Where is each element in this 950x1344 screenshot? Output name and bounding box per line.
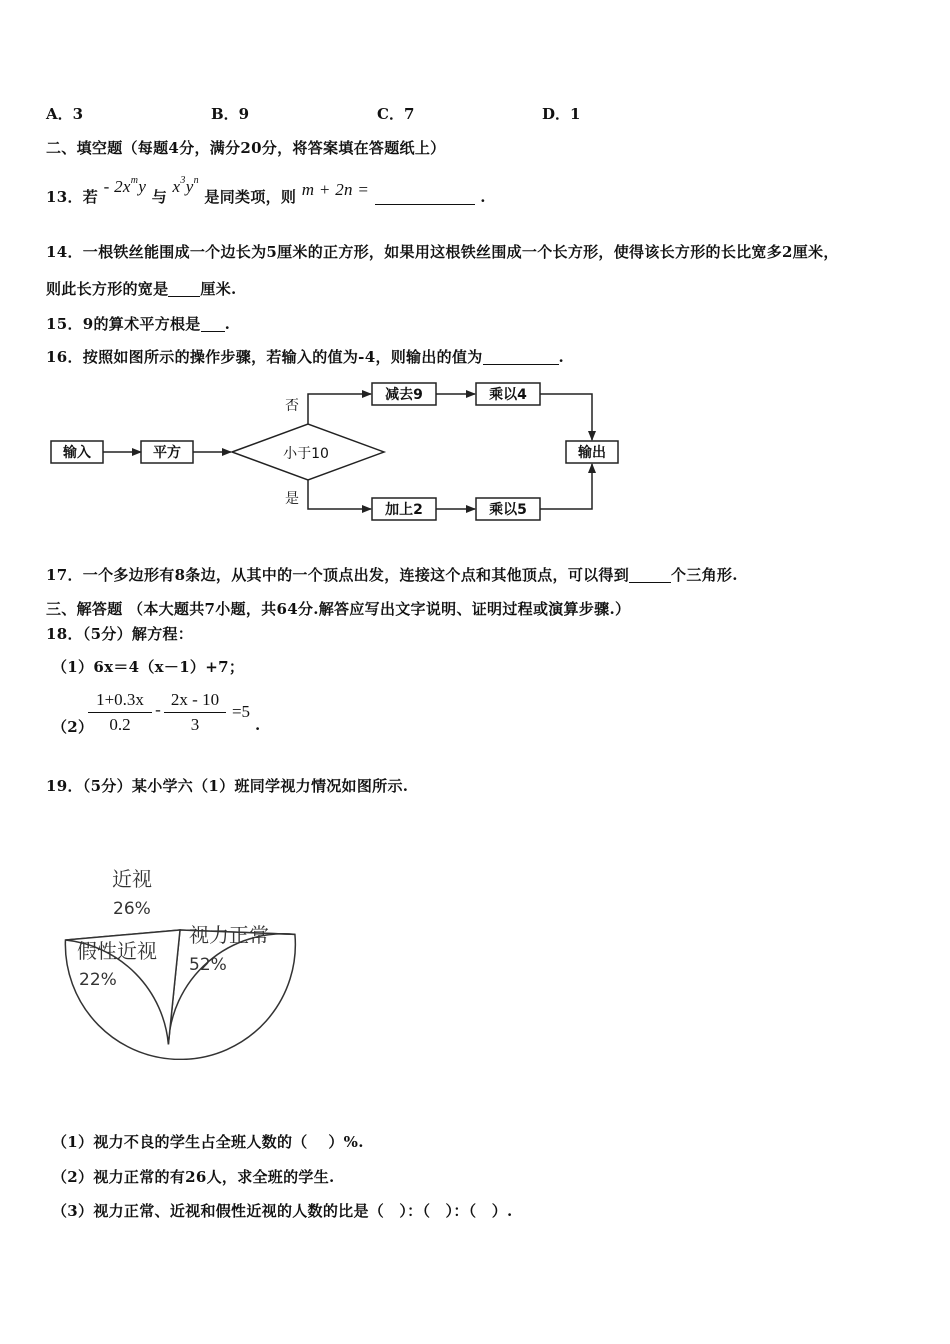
option-a: A．3 bbox=[46, 105, 84, 123]
flow-output-label: 输出 bbox=[578, 445, 606, 461]
option-d: D．1 bbox=[542, 105, 581, 123]
q18-minus: - bbox=[155, 700, 161, 719]
pie-label-myopia: 近视 bbox=[112, 867, 152, 891]
question-19-sub3: （3）视力正常、近视和假性近视的人数的比是（ ）：（ ）：（ ）. bbox=[52, 1202, 513, 1220]
q13-end: . bbox=[480, 188, 486, 206]
question-17: 17．一个多边形有8条边，从其中的一个顶点出发，连接这个点和其他顶点，可以得到 个三角形. bbox=[46, 566, 738, 584]
pie-value-normal: 52% bbox=[189, 955, 227, 975]
q13-term2: $x^3y^n$ bbox=[172, 175, 199, 196]
question-19-title: 19．（5分）某小学六（1）班同学视力情况如图所示. bbox=[46, 777, 409, 795]
question-14-line2: 则此长方形的宽是 厘米. bbox=[46, 280, 237, 298]
flow-times4-label: 乘以4 bbox=[489, 387, 527, 403]
q13-answer-blank[interactable] bbox=[375, 189, 475, 205]
q13-text: 是同类项，则 bbox=[204, 188, 297, 206]
flow-no-label: 否 bbox=[285, 398, 299, 414]
flow-square-label: 平方 bbox=[153, 445, 181, 461]
question-14-line1: 14．一根铁丝能围成一个边长为5厘米的正方形，如果用这根铁丝围成一个长方形，使得该长方形的长比宽多2厘米， bbox=[46, 243, 839, 261]
option-c: C．7 bbox=[377, 105, 415, 123]
q18-end: . bbox=[255, 716, 261, 734]
flow-yes-label: 是 bbox=[285, 491, 299, 507]
pie-label-pseudo: 假性近视 bbox=[77, 939, 157, 963]
q18-rhs: =5 bbox=[231, 702, 251, 721]
question-16: 16．按照如图所示的操作步骤，若输入的值为-4，则输出的值为 . bbox=[46, 348, 565, 366]
question-18-part1: （1）6x＝4（x－1）+7； bbox=[52, 658, 245, 676]
flowchart bbox=[0, 370, 950, 530]
question-18-part2-label: （2） bbox=[52, 718, 94, 736]
option-b: B．9 bbox=[211, 105, 250, 123]
q13-number: 13．若 bbox=[46, 188, 99, 206]
q16-answer-blank[interactable] bbox=[483, 349, 559, 365]
pie-value-myopia: 26% bbox=[113, 899, 151, 919]
q18-fraction-1: $\frac{1+0.3x}{0.2}$ bbox=[88, 690, 152, 735]
q15-answer-blank[interactable] bbox=[201, 316, 225, 332]
q14-answer-blank[interactable] bbox=[168, 281, 200, 297]
section-2-heading: 二、填空题（每题4分，满分20分，将答案填在答题纸上） bbox=[46, 139, 446, 157]
question-15: 15．9的算术平方根是 . bbox=[46, 315, 231, 333]
pie-chart bbox=[0, 800, 320, 1060]
section-3-heading: 三、解答题 （本大题共7小题，共64分.解答应写出文字说明、证明过程或演算步骤.） bbox=[46, 600, 631, 618]
flow-condition-label: 小于10 bbox=[283, 446, 329, 462]
q13-connector: 与 bbox=[151, 188, 168, 206]
pie-value-pseudo: 22% bbox=[79, 970, 117, 990]
question-19-sub2: （2）视力正常的有26人，求全班的学生. bbox=[52, 1168, 335, 1186]
q13-expression: m + 2n = bbox=[301, 180, 370, 199]
question-18-title: 18．（5分）解方程： bbox=[46, 625, 194, 643]
pie-label-normal: 视力正常 bbox=[189, 923, 269, 947]
flow-times5-label: 乘以5 bbox=[489, 502, 527, 518]
q13-term1: - $2x^my$ bbox=[103, 175, 147, 196]
flow-minus9-label: 减去9 bbox=[385, 387, 423, 403]
flow-input-label: 输入 bbox=[63, 445, 91, 461]
q17-answer-blank[interactable] bbox=[629, 567, 671, 583]
question-19-sub1: （1）视力不良的学生占全班人数的（ ）%. bbox=[52, 1133, 364, 1151]
q18-fraction-2: $\frac{2x - 10}{3}$ bbox=[164, 690, 226, 735]
flow-plus2-label: 加上2 bbox=[385, 502, 423, 518]
question-13 bbox=[46, 175, 486, 207]
